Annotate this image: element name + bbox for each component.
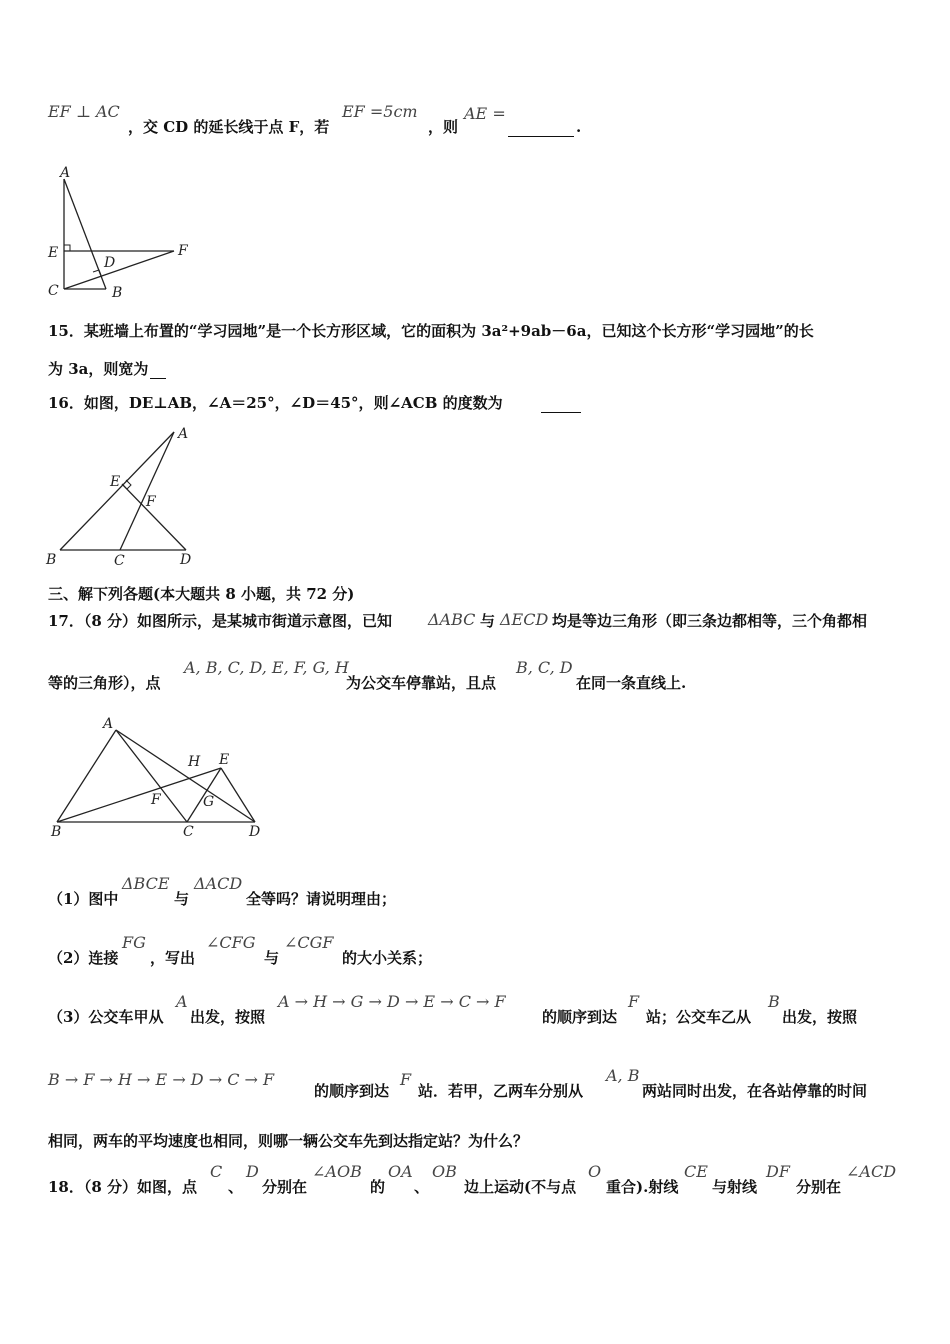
math-d: D <box>246 1162 259 1181</box>
label-d: D <box>104 255 116 271</box>
math-ae: AE = <box>464 104 506 123</box>
text: 边上运动(不与点 <box>464 1178 577 1196</box>
text: 与 <box>264 949 280 967</box>
right-angle-e <box>126 480 131 489</box>
math-route-a: A → H → G → D → E → C → F <box>278 992 506 1011</box>
text: 与射线 <box>712 1178 758 1196</box>
text: 全等吗？请说明理由； <box>246 890 397 908</box>
segment-cf <box>64 251 174 289</box>
text: 相同，两车的平均速度也相同，则哪一辆公交车先到达指定站？为什么？ <box>48 1132 529 1150</box>
text: . <box>576 118 582 136</box>
math-angle-acd: ∠ACD <box>846 1162 897 1181</box>
math-bcd: B, C, D <box>516 658 573 677</box>
label-e: E <box>219 752 230 768</box>
text: 重合).射线 <box>606 1178 679 1196</box>
text: 两站同时出发，在各站停靠的时间 <box>642 1082 868 1100</box>
math-o: O <box>588 1162 602 1181</box>
q17-part3: （3）公交车甲从 <box>48 1008 164 1026</box>
text: 分别在 <box>262 1178 308 1196</box>
text: ，则 <box>428 118 459 136</box>
label-d: D <box>249 824 261 840</box>
text: 与 <box>174 890 190 908</box>
figure-2-triangle <box>40 420 210 570</box>
text: 等的三角形），点 <box>48 674 161 692</box>
right-angle-e <box>64 245 70 251</box>
label-a: A <box>178 426 189 442</box>
math-c: C <box>210 1162 223 1181</box>
segment-ab <box>57 730 116 822</box>
text: 出发，按照 <box>190 1008 266 1026</box>
math-a-b: A, B <box>606 1066 640 1085</box>
label-e: E <box>110 474 121 490</box>
math-oa: OA <box>388 1162 413 1181</box>
math-angle-aob: ∠AOB <box>312 1162 362 1181</box>
text: 的 <box>370 1178 386 1196</box>
math-a: A <box>176 992 188 1011</box>
q17-part2: （2）连接 <box>48 949 119 967</box>
q16-answer-blank <box>541 394 581 413</box>
math-triangle-bce: ΔBCE <box>122 874 170 893</box>
segment-be <box>57 768 221 822</box>
label-a: A <box>60 165 71 181</box>
text: 在同一条直线上. <box>576 674 687 692</box>
section-3-title: 三、解下列各题(本大题共 8 小题，共 72 分) <box>48 585 355 603</box>
math-b: B <box>768 992 780 1011</box>
label-g: G <box>203 794 215 810</box>
segment-ab <box>60 432 174 550</box>
q16-text: 16．如图，DE⊥AB，∠A＝25°，∠D＝45°，则∠ACB 的度数为 <box>48 394 503 412</box>
math-triangle-abc: ΔABC <box>428 610 476 629</box>
figure-3-street-map <box>45 712 275 842</box>
math-angle-cfg: ∠CFG <box>206 933 256 952</box>
figure-1-triangle <box>40 165 200 305</box>
label-h: H <box>188 754 201 770</box>
math-route-b: B → F → H → E → D → C → F <box>48 1070 275 1089</box>
label-c: C <box>114 553 125 569</box>
segment-ed <box>221 768 255 822</box>
q15-line2: 为 3a，则宽为 <box>48 360 149 378</box>
answer-blank <box>508 118 574 137</box>
text: 、 <box>414 1178 430 1196</box>
label-a: A <box>103 716 114 732</box>
q17-text: 17．（8 分）如图所示，是某城市街道示意图，已知 <box>48 612 393 630</box>
label-c: C <box>48 283 59 299</box>
math-ef-perp-ac: EF ⊥ AC <box>48 102 120 121</box>
label-c: C <box>183 824 194 840</box>
text: 的顺序到达 <box>314 1082 390 1100</box>
math-ce: CE <box>684 1162 708 1181</box>
label-b: B <box>51 824 62 840</box>
math-triangle-acd: ΔACD <box>194 874 243 893</box>
text: 分别在 <box>796 1178 842 1196</box>
math-ob: OB <box>432 1162 457 1181</box>
q15-answer-blank <box>150 360 166 379</box>
text: 均是等边三角形（即三条边都相等，三个角都相 <box>552 612 868 630</box>
label-f: F <box>178 243 188 259</box>
label-f: F <box>151 792 161 808</box>
label-f: F <box>146 494 156 510</box>
text: 、 <box>228 1178 244 1196</box>
math-fg: FG <box>122 933 146 952</box>
math-df: DF <box>766 1162 790 1181</box>
segment-ac <box>116 730 187 822</box>
text: 与 <box>480 612 496 630</box>
q17-part1: （1）图中 <box>48 890 119 908</box>
text: 的顺序到达 <box>542 1008 618 1026</box>
math-f: F <box>400 1070 412 1089</box>
label-b: B <box>112 285 123 301</box>
math-f: F <box>628 992 640 1011</box>
q15-line1: 15．某班墙上布置的“学习园地”是一个长方形区域，它的面积为 3a²+9ab－6a，已知这个长方形“学习园地”的长 <box>48 322 814 340</box>
label-d: D <box>180 552 192 568</box>
text: ，写出 <box>150 949 196 967</box>
segment-ad <box>116 730 255 822</box>
math-points: A, B, C, D, E, F, G, H <box>184 658 349 677</box>
text: 站．若甲，乙两车分别从 <box>418 1082 584 1100</box>
text: 站；公交车乙从 <box>646 1008 752 1026</box>
label-e: E <box>48 245 59 261</box>
text: 出发，按照 <box>782 1008 858 1026</box>
math-angle-cgf: ∠CGF <box>284 933 334 952</box>
text: 为公交车停靠站，且点 <box>346 674 497 692</box>
math-ef-5cm: EF =5cm <box>342 102 418 121</box>
text: ，交 CD 的延长线于点 F，若 <box>128 118 330 136</box>
text: 的大小关系； <box>342 949 433 967</box>
q18-text: 18．（8 分）如图，点 <box>48 1178 198 1196</box>
math-triangle-ecd: ΔECD <box>500 610 549 629</box>
label-b: B <box>46 552 57 568</box>
